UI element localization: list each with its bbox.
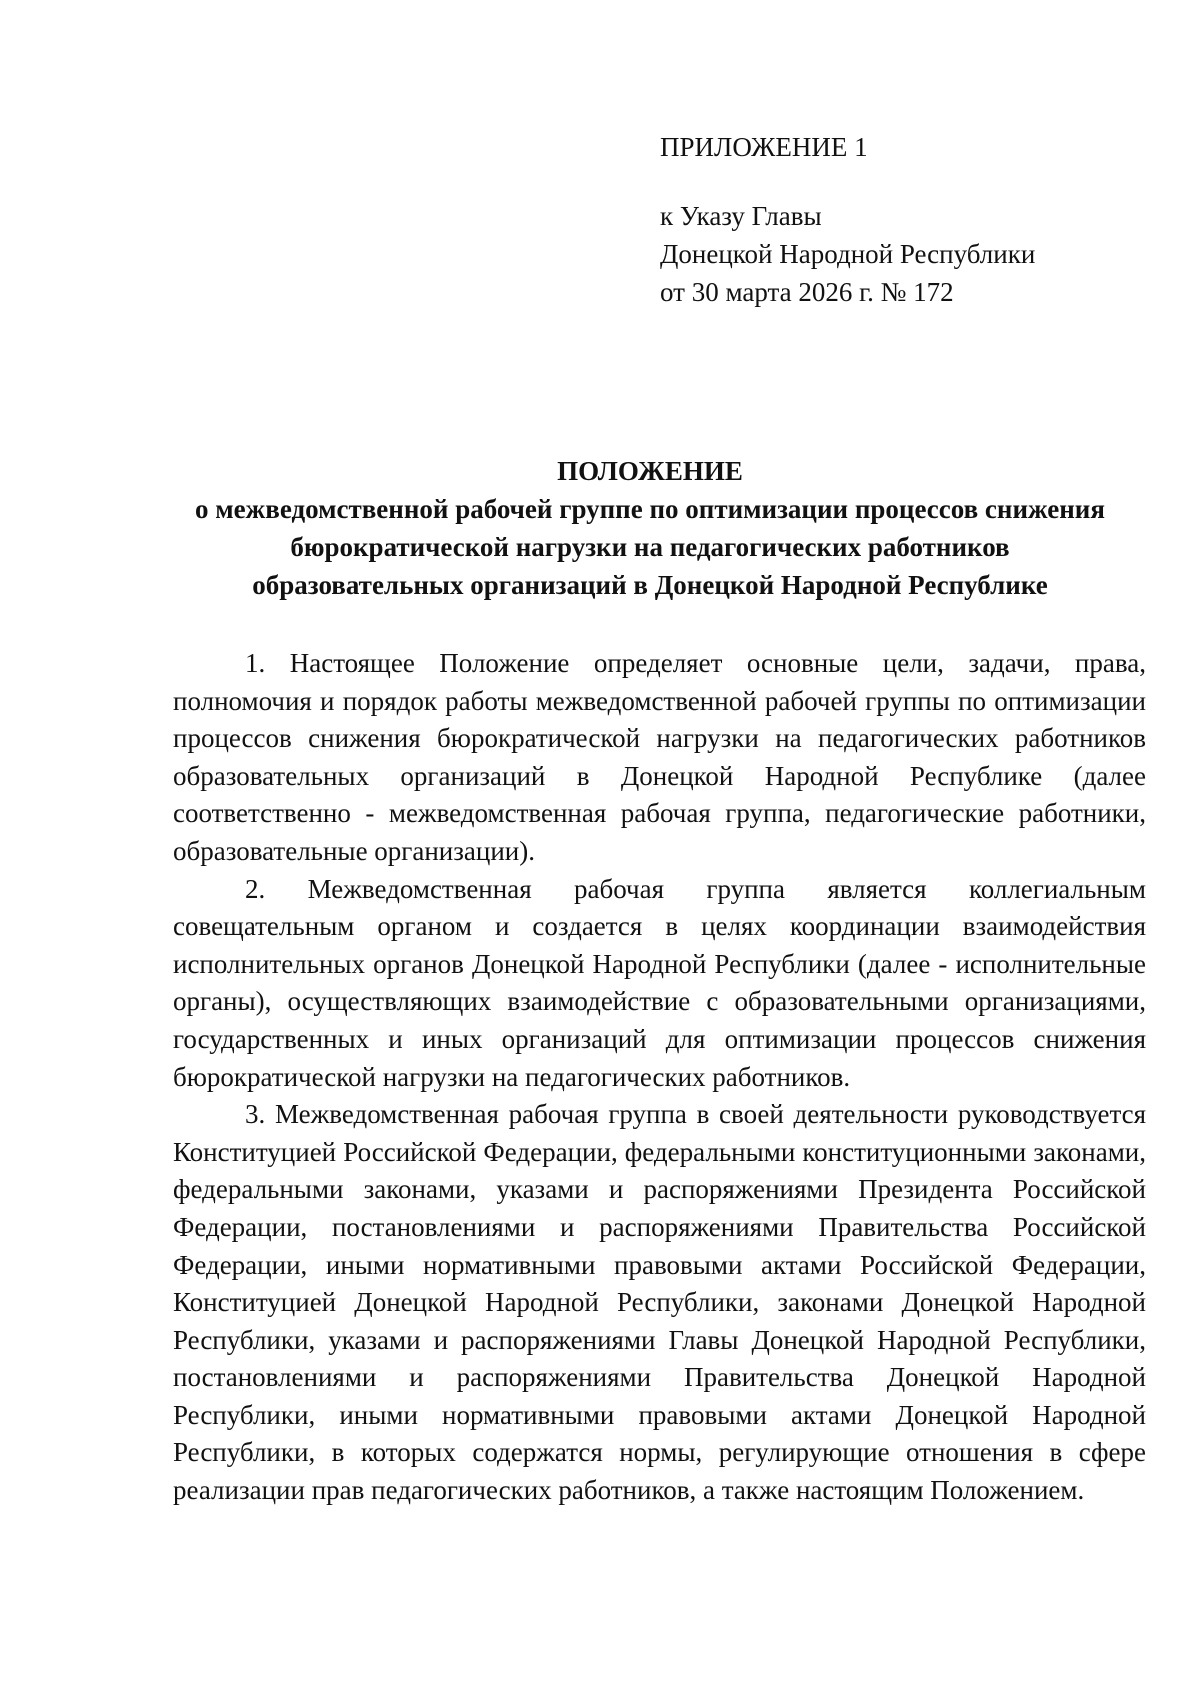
paragraph-3: 3. Межведомственная рабочая группа в своей деятельности руководствуется Конституцией Российской Федерации, федеральными конституционными законами, федеральными законами, указами и распоряжениями Президента Российской Федерации, постановлениями и распоряжениями Правительства Российской Федерации, иными нормативными правовыми актами Российской Федерации, Конституцией Донецкой Народной Республики, законами Донецкой Народной Республики, указами и распоряжениями Главы Донецкой Народной Республики, постановлениями и распоряжениями Правительства Донецкой Народной Республики, иными нормативными правовыми актами Донецкой Народной Республики, в которых содержатся нормы, регулирующие отношения в сфере реализации прав педагогических работников, а также настоящим Положением.: [173, 1099, 1146, 1506]
document-title: ПОЛОЖЕНИЕ: [557, 456, 743, 486]
document-subtitle-line: образовательных организаций в Донецкой Народной Республике: [252, 570, 1048, 600]
document-heading: [150, 452, 1150, 604]
document-subtitle-line: бюрократической нагрузки на педагогических работников: [290, 532, 1010, 562]
appendix-title: ПРИЛОЖЕНИЕ 1: [660, 132, 868, 162]
document-subtitle-line: о межведомственной рабочей группе по оптимизации процессов снижения: [195, 494, 1105, 524]
appendix-block: [660, 128, 1160, 311]
paragraph-2: 2. Межведомственная рабочая группа является коллегиальным совещательным органом и создается в целях координации взаимодействия исполнительных органов Донецкой Народной Республики (далее - исполнительные органы), осуществляющих взаимодействие с образовательными организациями, государственных и иных организаций для оптимизации процессов снижения бюрократической нагрузки на педагогических работников.: [173, 873, 1146, 1092]
paragraph-1: 1. Настоящее Положение определяет основные цели, задачи, права, полномочия и порядок работы межведомственной рабочей группы по оптимизации процессов снижения бюрократической нагрузки на педагогических работников образовательных организаций в Донецкой Народной Республике (далее соответственно - межведомственная рабочая группа, педагогические работники, образовательные организации).: [173, 648, 1146, 866]
document-body: [173, 645, 1146, 1510]
appendix-issuer: Донецкой Народной Республики: [660, 239, 1036, 269]
appendix-date-number: от 30 марта 2026 г. № 172: [660, 277, 954, 307]
appendix-decree-reference: к Указу Главы: [660, 201, 822, 231]
